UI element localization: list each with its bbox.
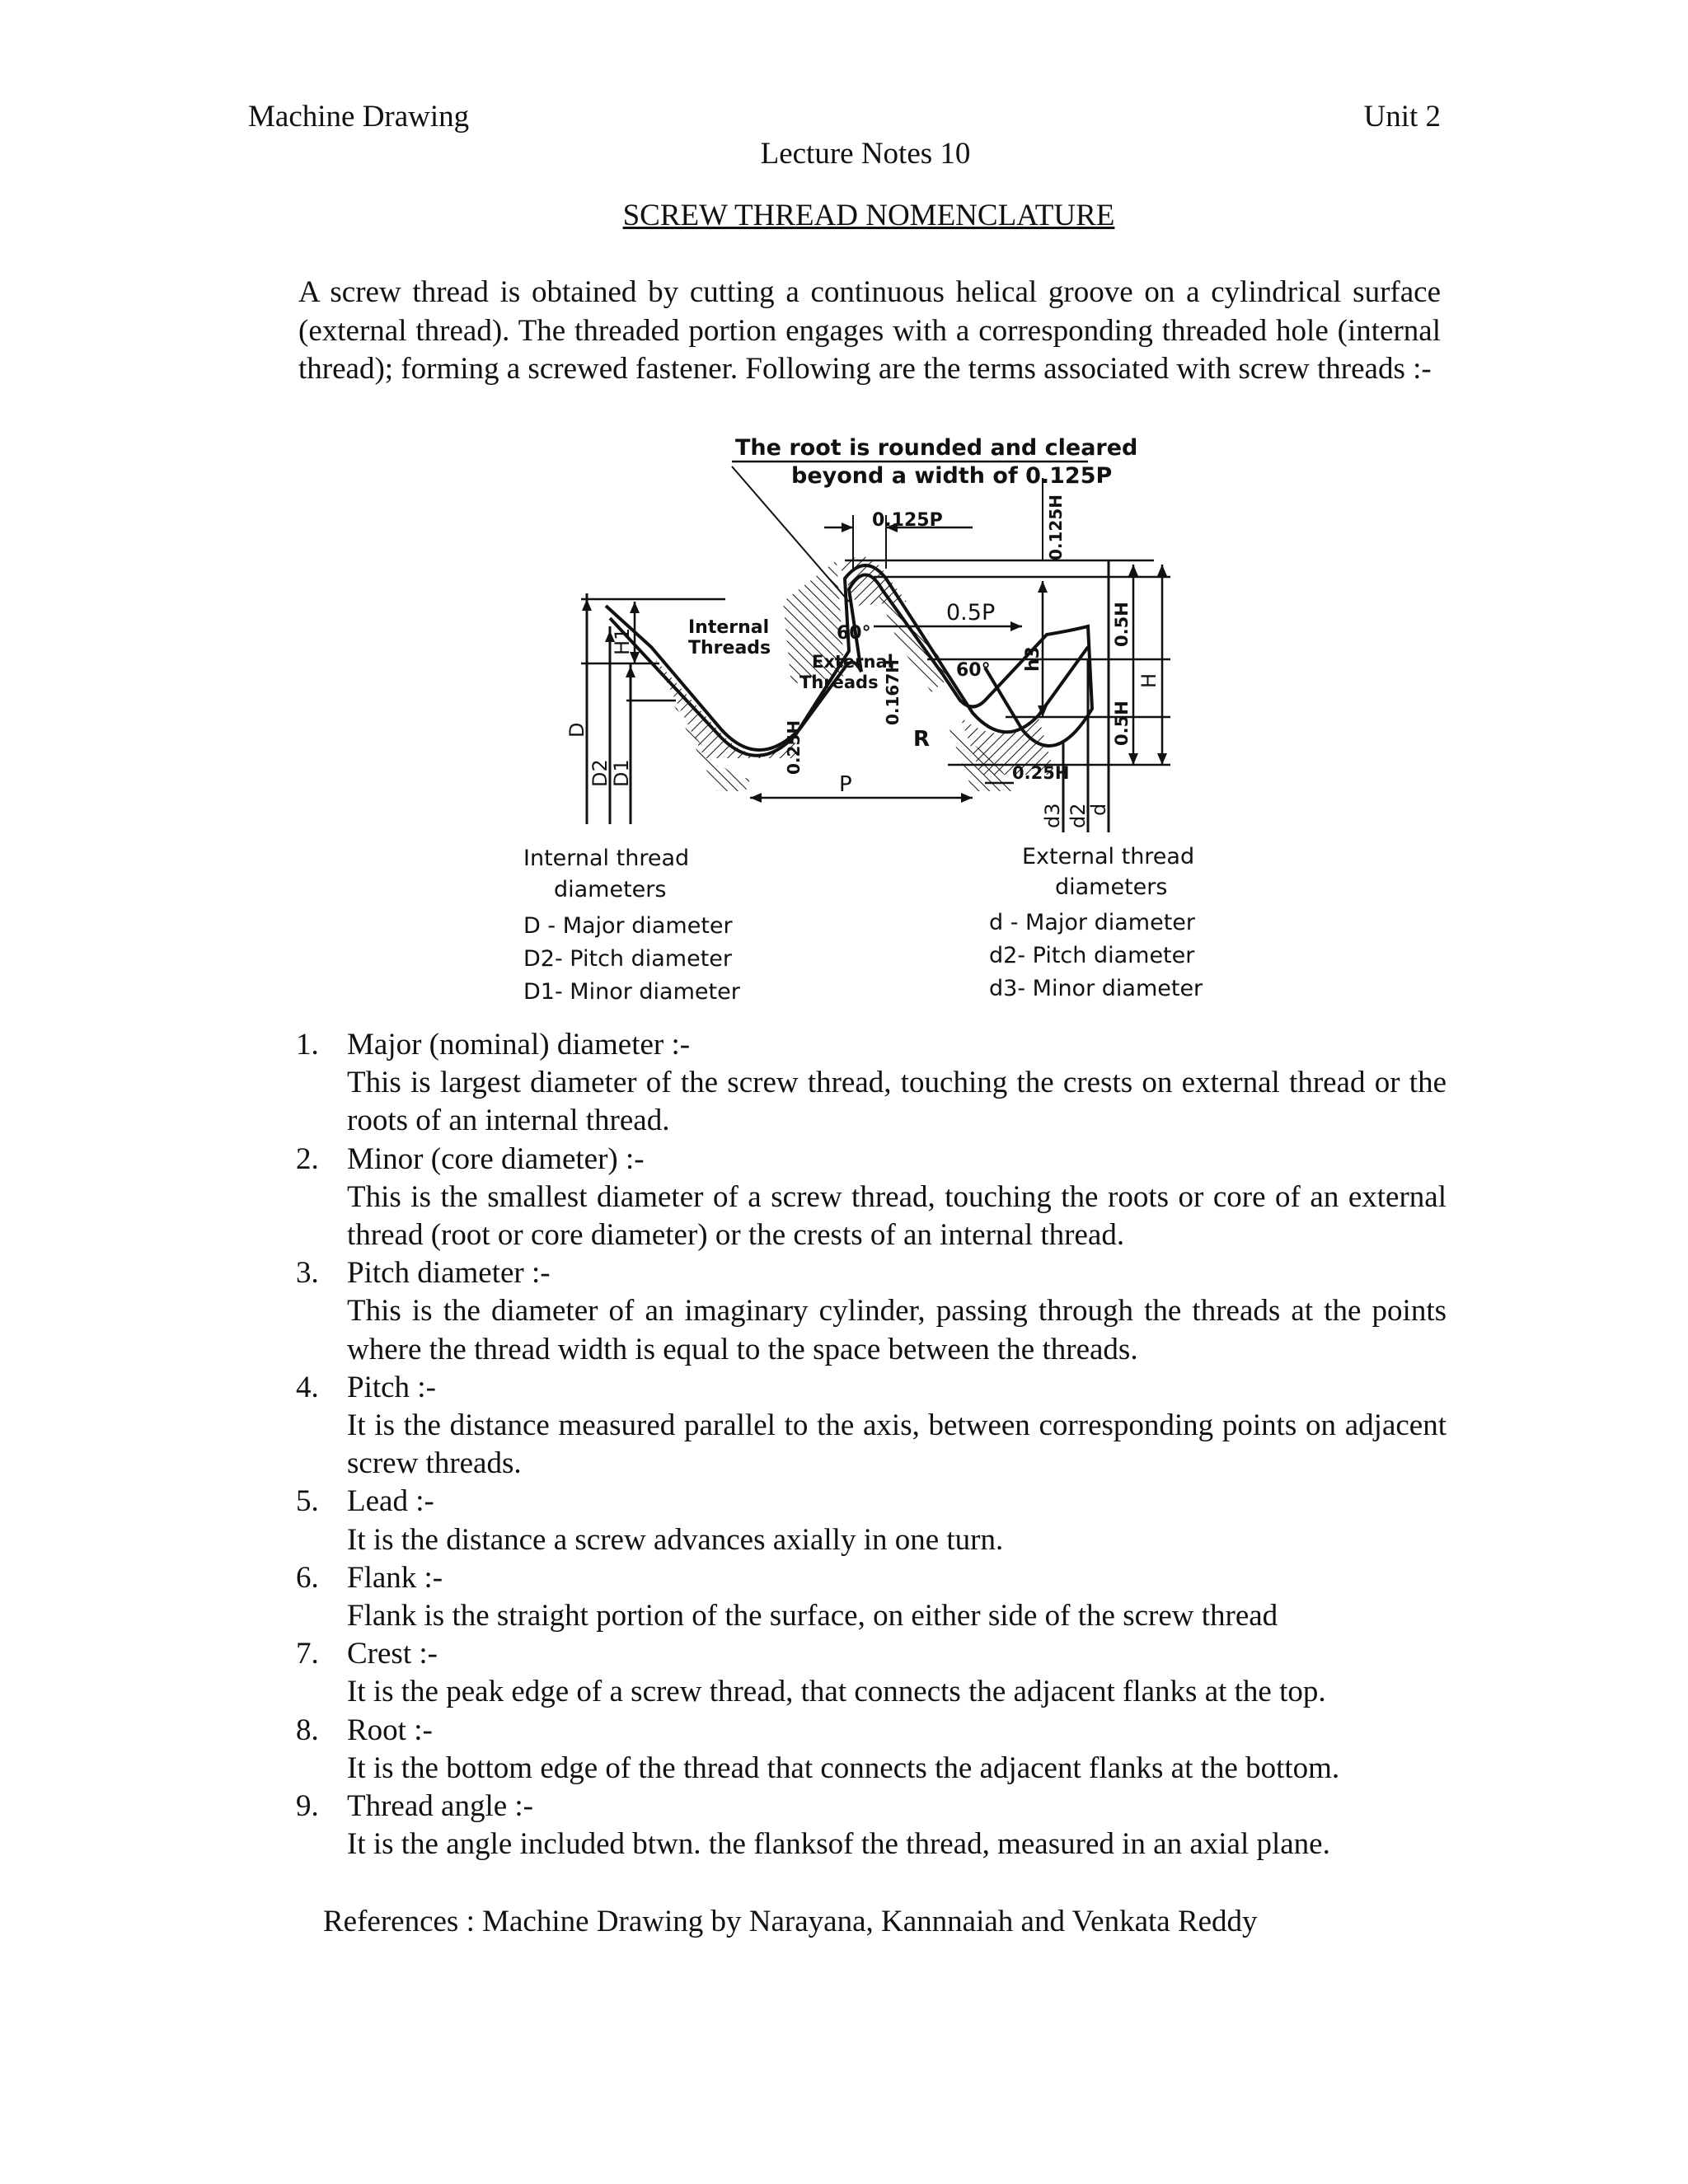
term-description: It is the distance measured parallel to the axis, between corresponding points on adjacent screw threads. (347, 1408, 1447, 1481)
term-description: It is the bottom edge of the thread that connects the adjacent flanks at the bottom. (347, 1750, 1340, 1785)
term-3 (293, 1254, 1447, 1369)
term-name: Major (nominal) diameter :- (347, 1028, 691, 1062)
term-description: It is the distance a screw advances axially in one turn. (347, 1522, 1004, 1557)
internal-item-0: D - Major diameter (523, 913, 733, 939)
term-9 (293, 1788, 1447, 1863)
label-external-2: Threads (799, 673, 879, 692)
intro-paragraph: A screw thread is obtained by cutting a continuous helical groove on a cylindrical surface (external thread). The threaded portion engages with a corresponding threaded hole (internal thread); forming a screwed fastener. Following are the terms associated with screw threads :- (298, 275, 1441, 386)
dia-D2: D2 (588, 759, 612, 787)
term-name: Root :- (347, 1713, 433, 1747)
term-number: 7. (296, 1637, 319, 1671)
term-description: It is the angle included btwn. the flanksof the thread, measured in an axial plane. (347, 1827, 1330, 1862)
root-note-line2: beyond a width of 0.125P (791, 463, 1113, 489)
term-4 (293, 1369, 1447, 1483)
term-description: This is the diameter of an imaginary cylinder, passing through the threads at the points where the thread width is equal to the space between the threads. (347, 1294, 1447, 1366)
dia-D: D (565, 722, 588, 738)
dim-H1: H1 (611, 627, 634, 655)
external-item-1: d2- Pitch diameter (989, 943, 1195, 968)
term-number: 4. (296, 1370, 319, 1404)
dim-P: P (839, 772, 852, 797)
arrow-05P (1010, 621, 1022, 631)
external-heading-1: External thread (1022, 844, 1195, 869)
term-name: Crest :- (347, 1637, 438, 1671)
arrow-0125P-left (842, 523, 853, 532)
term-7 (293, 1635, 1447, 1711)
term-description: This is the smallest diameter of a screw thread, touching the roots or core of an external thread (root or core diameter) or the crests of an internal thread. (347, 1179, 1447, 1253)
arrow-05H-top (1128, 565, 1138, 576)
arrow-h3-top (1038, 581, 1048, 593)
internal-heading-1: Internal thread (523, 846, 690, 871)
arrow-h1-top (630, 602, 640, 613)
external-item-2: d3- Minor diameter (989, 976, 1203, 1001)
term-number: 8. (296, 1713, 319, 1747)
term-description: Flank is the straight portion of the surface, on either side of the screw thread (347, 1599, 1278, 1633)
arrow-H-bottom (1157, 753, 1167, 765)
term-number: 2. (296, 1141, 319, 1176)
dia-d2: d2 (1067, 803, 1090, 828)
dim-H: H (1137, 673, 1160, 688)
internal-heading-2: diameters (554, 877, 667, 902)
term-name: Thread angle :- (347, 1789, 533, 1824)
page-title: SCREW THREAD NOMENCLATURE (622, 199, 1115, 232)
dim-R: R (913, 727, 931, 752)
term-number: 9. (296, 1789, 319, 1824)
label-internal-1: Internal (688, 617, 770, 638)
dim-05P: 0.5P (946, 600, 996, 626)
arrow-P-right (961, 793, 973, 803)
term-2 (293, 1141, 1447, 1255)
angle-left: 60° (837, 623, 871, 644)
dia-d3: d3 (1041, 803, 1064, 828)
term-number: 1. (296, 1028, 319, 1062)
dim-05H-top: 0.5H (1112, 602, 1132, 647)
dim-0125H: 0.125H (1046, 494, 1066, 560)
term-name: Pitch diameter :- (347, 1256, 551, 1291)
dim-05H-bottom: 0.5H (1112, 701, 1132, 746)
term-6 (293, 1559, 1447, 1635)
external-heading-2: diameters (1055, 874, 1168, 900)
term-name: Lead :- (347, 1484, 434, 1519)
dim-0125P: 0.125P (872, 510, 943, 531)
term-name: Minor (core diameter) :- (347, 1141, 645, 1176)
external-item-0: d - Major diameter (989, 910, 1195, 935)
internal-item-1: D2- Pitch diameter (523, 946, 733, 972)
term-description: It is the peak edge of a screw thread, that connects the adjacent flanks at the top. (347, 1675, 1326, 1709)
root-note-line1: The root is rounded and cleared (735, 435, 1138, 461)
angle-right: 60° (956, 660, 991, 681)
dia-D1: D1 (610, 759, 633, 787)
arrow-d1-top (626, 666, 635, 677)
dim-025H-right: 0.25H (1012, 763, 1070, 783)
dim-h3: h3 (1023, 646, 1043, 672)
term-1 (293, 1026, 1447, 1141)
screw-thread-diagram (511, 429, 1253, 1022)
label-internal-2: Threads (688, 638, 771, 658)
term-description: This is largest diameter of the screw thread, touching the crests on external thread or the roots of an internal thread. (347, 1066, 1447, 1138)
dim-0167H: 0.167H (883, 659, 903, 725)
header-right: Unit 2 (1363, 100, 1441, 134)
internal-item-2: D1- Minor diameter (523, 979, 740, 1005)
dim-025H-left: 0.25H (784, 719, 804, 775)
arrow-P-left (750, 793, 762, 803)
header-left: Machine Drawing (248, 100, 470, 134)
arrow-H-top (1157, 565, 1167, 576)
term-name: Pitch :- (347, 1370, 436, 1404)
term-number: 3. (296, 1256, 319, 1291)
label-external-1: External (812, 652, 893, 672)
term-8 (293, 1712, 1447, 1788)
lecture-number: Lecture Notes 10 (760, 137, 971, 171)
term-5 (293, 1483, 1447, 1558)
term-number: 6. (296, 1560, 319, 1595)
references: References : Machine Drawing by Narayana, Kannnaiah and Venkata Reddy (323, 1905, 1258, 1938)
arrow-d-top (582, 599, 592, 611)
term-name: Flank :- (347, 1560, 443, 1595)
terms-list (293, 1026, 1447, 1863)
dia-d: d (1087, 803, 1110, 816)
term-number: 5. (296, 1484, 319, 1519)
arrow-05H-bottom (1128, 753, 1138, 765)
